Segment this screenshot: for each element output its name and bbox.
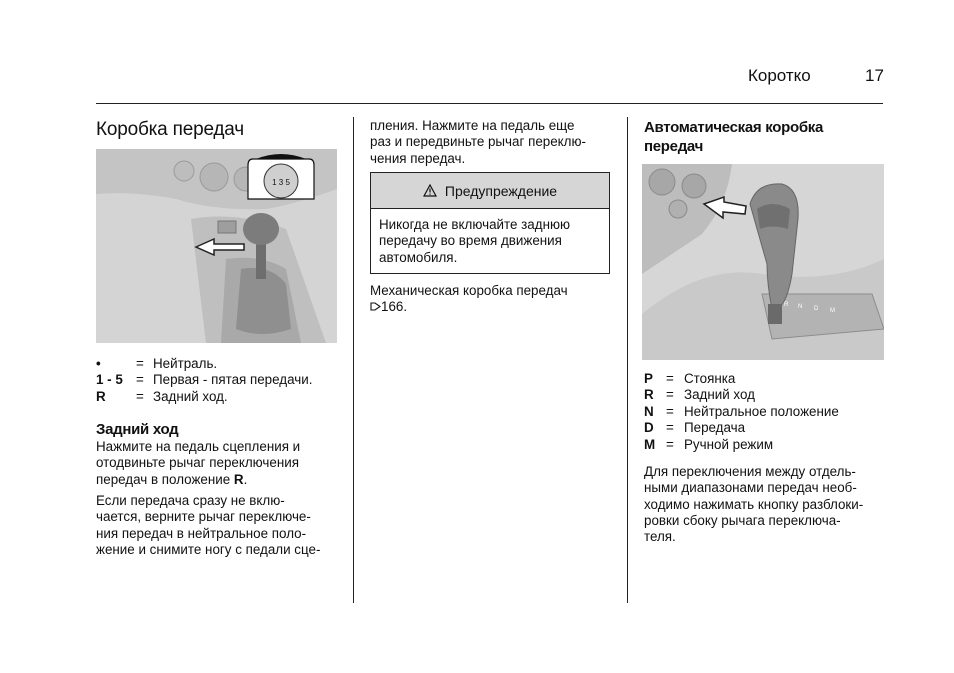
reference-page[interactable]: 166.: [381, 299, 408, 315]
automatic-gear-selector-illustration: [642, 164, 884, 360]
svg-text:R: R: [784, 302, 789, 308]
warning-body: [371, 209, 609, 274]
legend-key: P: [644, 371, 653, 386]
text-line: ными диапазонами передач необ-: [644, 480, 857, 496]
legend-value: Задний ход.: [153, 388, 228, 404]
text-line: Если передача сразу не вклю-: [96, 493, 285, 508]
legend-equals: =: [666, 420, 674, 436]
automatic-gear-legend: [644, 371, 884, 453]
legend-key: •: [96, 356, 101, 371]
legend-key: N: [644, 403, 654, 419]
text-run-bold: R: [233, 471, 244, 487]
title-line: Автоматическая коробка: [644, 119, 824, 136]
legend-value: Ручной режим: [684, 436, 774, 452]
legend-value: Нейтраль.: [153, 356, 218, 371]
section-title-gearbox: Коробка передач: [96, 119, 244, 140]
header-rule: [96, 103, 883, 104]
text-line: Для переключения между отдель-: [644, 464, 856, 479]
warning-triangle-icon: [423, 184, 437, 197]
automatic-paragraph: [644, 464, 889, 545]
warning-box: [370, 172, 610, 274]
legend-key: R: [644, 387, 654, 403]
legend-key: D: [644, 420, 654, 436]
legend-row: [644, 404, 884, 420]
column-divider-2: [627, 117, 628, 603]
legend-equals: =: [666, 436, 674, 452]
svg-text:N: N: [798, 304, 803, 310]
automatic-gearbox-figure: [642, 164, 884, 360]
legend-equals: =: [136, 372, 144, 388]
legend-row: [96, 372, 346, 388]
warning-header: [371, 173, 609, 209]
text-line: Механическая коробка передач: [370, 283, 568, 298]
legend-key: R: [96, 388, 106, 404]
text-line: теля.: [644, 529, 676, 545]
legend-row: [644, 387, 884, 403]
reverse-paragraph-continued: [370, 118, 620, 167]
legend-key: 1 - 5: [96, 372, 123, 388]
text-line: ровки сбоку рычага переключа-: [644, 512, 841, 528]
legend-equals: =: [136, 356, 144, 371]
text-line: отодвиньте рычаг переключения: [96, 455, 299, 471]
text-line: жение и снимите ногу с педали сце-: [96, 541, 321, 557]
text-line: Никогда не включайте заднюю: [379, 217, 571, 232]
title-line: передач: [644, 138, 704, 155]
svg-text:M: M: [830, 308, 835, 314]
text-run: .: [243, 471, 248, 487]
text-run: передач в положение: [96, 471, 234, 487]
legend-value: Передача: [684, 420, 746, 436]
subsection-title-reverse: Задний ход: [96, 421, 179, 438]
text-line: пления. Нажмите на педаль еще: [370, 118, 575, 133]
legend-equals: =: [666, 387, 674, 403]
cross-reference: [370, 283, 620, 316]
legend-value: Нейтральное положение: [684, 403, 839, 419]
column-divider-1: [353, 117, 354, 603]
legend-row: [644, 437, 884, 453]
text-line: чения передач.: [370, 150, 466, 166]
text-line: передачу во время движения: [379, 233, 562, 249]
manual-gear-legend: [96, 356, 346, 405]
text-line: [96, 472, 346, 488]
legend-row: [96, 356, 346, 372]
running-header-section: Коротко: [748, 66, 811, 85]
legend-value: Стоянка: [684, 371, 736, 386]
section-title-automatic: [644, 118, 884, 156]
arrow-reference-icon: [370, 301, 381, 312]
page-number: 17: [865, 66, 884, 85]
svg-text:1 3 5: 1 3 5: [272, 178, 290, 187]
warning-title: Предупреждение: [444, 182, 558, 199]
legend-key: M: [644, 436, 656, 452]
reverse-paragraph-1: [96, 439, 346, 488]
legend-value: Задний ход: [684, 387, 755, 403]
legend-equals: =: [666, 371, 674, 386]
text-line: ходимо нажимать кнопку разблоки-: [644, 496, 864, 512]
manual-gearbox-figure: [96, 149, 337, 343]
manual-gear-shifter-illustration: [96, 149, 337, 343]
legend-row: [644, 420, 884, 436]
svg-text:D: D: [814, 306, 819, 312]
legend-value: Первая - пятая передачи.: [153, 372, 313, 388]
reverse-paragraph-2: [96, 493, 351, 558]
text-line: [370, 299, 620, 315]
text-line: Нажмите на педаль сцепления и: [96, 439, 301, 454]
text-line: раз и передвиньте рычаг переклю-: [370, 134, 587, 150]
legend-row: [644, 371, 884, 387]
text-line: автомобиля.: [379, 249, 458, 265]
text-line: ния передач в нейтральное поло-: [96, 525, 307, 541]
legend-row: [96, 389, 346, 405]
text-line: чается, верните рычаг переключе-: [96, 509, 311, 525]
legend-equals: =: [136, 388, 144, 404]
legend-equals: =: [666, 403, 674, 419]
